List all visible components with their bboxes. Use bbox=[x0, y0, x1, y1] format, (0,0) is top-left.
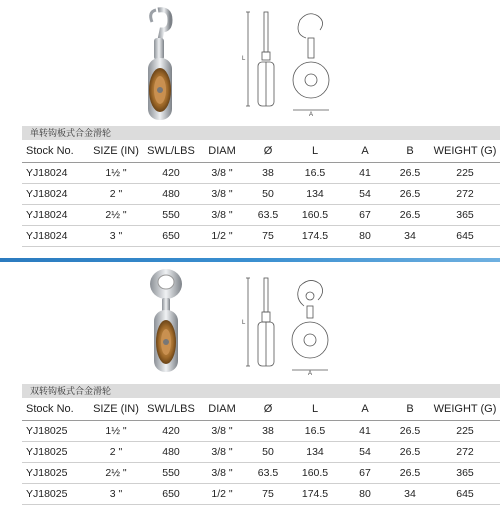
dim-label-l: L bbox=[242, 320, 246, 326]
table-cell: 67 bbox=[340, 463, 390, 484]
table-cell: 650 bbox=[144, 484, 198, 505]
product-section-single-swivel bbox=[0, 0, 500, 250]
table-cell: 225 bbox=[430, 163, 500, 184]
table-row bbox=[22, 484, 500, 505]
table-cell: 41 bbox=[340, 163, 390, 184]
table-cell: 2½ " bbox=[88, 463, 144, 484]
table-cell: 54 bbox=[340, 442, 390, 463]
table-cell: 174.5 bbox=[290, 484, 340, 505]
table-cell: 80 bbox=[340, 226, 390, 247]
table-cell: YJ18024 bbox=[22, 163, 88, 184]
table-cell: 134 bbox=[290, 184, 340, 205]
table-cell: 38 bbox=[246, 421, 290, 442]
table-cell: 34 bbox=[390, 226, 430, 247]
table-cell: 50 bbox=[246, 184, 290, 205]
table-cell: 38 bbox=[246, 163, 290, 184]
table-cell: 174.5 bbox=[290, 226, 340, 247]
dim-label-a: A bbox=[308, 371, 313, 376]
table-cell: 225 bbox=[430, 421, 500, 442]
table-row bbox=[22, 205, 500, 226]
table-caption: 双转钩板式合金滑轮 bbox=[22, 384, 500, 398]
table-cell: 272 bbox=[430, 184, 500, 205]
table-cell: 75 bbox=[246, 484, 290, 505]
column-header: Ø bbox=[246, 398, 290, 421]
table-cell: 63.5 bbox=[246, 463, 290, 484]
table-cell: 1½ " bbox=[88, 163, 144, 184]
table-cell: YJ18024 bbox=[22, 205, 88, 226]
table-cell: 3/8 " bbox=[198, 442, 246, 463]
table-cell: 26.5 bbox=[390, 205, 430, 226]
table-header-row bbox=[22, 398, 500, 421]
table-cell: 365 bbox=[430, 205, 500, 226]
table-row bbox=[22, 163, 500, 184]
table-cell: 550 bbox=[144, 463, 198, 484]
dim-label-l: L bbox=[242, 56, 246, 62]
table-cell: 3 " bbox=[88, 226, 144, 247]
table-cell: 16.5 bbox=[290, 163, 340, 184]
table-cell: 3/8 " bbox=[198, 463, 246, 484]
column-header: L bbox=[290, 398, 340, 421]
column-header: B bbox=[390, 398, 430, 421]
column-header: DIAM bbox=[198, 140, 246, 163]
column-header: DIAM bbox=[198, 398, 246, 421]
table-row bbox=[22, 463, 500, 484]
table-row bbox=[22, 421, 500, 442]
table-cell: 54 bbox=[340, 184, 390, 205]
table-cell: 480 bbox=[144, 184, 198, 205]
table-cell: 26.5 bbox=[390, 163, 430, 184]
table-cell: 650 bbox=[144, 226, 198, 247]
table-cell: 67 bbox=[340, 205, 390, 226]
column-header: SWL/LBS bbox=[144, 398, 198, 421]
spec-table bbox=[22, 140, 500, 247]
table-cell: 34 bbox=[390, 484, 430, 505]
column-header: SWL/LBS bbox=[144, 140, 198, 163]
table-cell: 645 bbox=[430, 484, 500, 505]
table-cell: 3/8 " bbox=[198, 163, 246, 184]
table-cell: 50 bbox=[246, 442, 290, 463]
section-divider bbox=[0, 258, 500, 262]
table-cell: 3/8 " bbox=[198, 205, 246, 226]
table-cell: 1/2 " bbox=[198, 226, 246, 247]
table-cell: 272 bbox=[430, 442, 500, 463]
table-cell: 160.5 bbox=[290, 205, 340, 226]
table-cell: 75 bbox=[246, 226, 290, 247]
table-cell: 420 bbox=[144, 421, 198, 442]
table-cell: 3/8 " bbox=[198, 421, 246, 442]
table-cell: 2 " bbox=[88, 184, 144, 205]
table-cell: 26.5 bbox=[390, 463, 430, 484]
table-cell: YJ18025 bbox=[22, 463, 88, 484]
table-cell: 16.5 bbox=[290, 421, 340, 442]
table-cell: 160.5 bbox=[290, 463, 340, 484]
table-cell: 26.5 bbox=[390, 442, 430, 463]
dim-label-a: A bbox=[309, 112, 314, 118]
column-header: Stock No. bbox=[22, 398, 88, 421]
table-caption: 单转钩板式合金滑轮 bbox=[22, 126, 500, 140]
table-header-row bbox=[22, 140, 500, 163]
table-cell: 550 bbox=[144, 205, 198, 226]
product-section-double-swivel bbox=[0, 266, 500, 506]
column-header: WEIGHT (G) bbox=[430, 140, 500, 163]
table-row bbox=[22, 226, 500, 247]
column-header: SIZE (IN) bbox=[88, 398, 144, 421]
table-cell: 2 " bbox=[88, 442, 144, 463]
table-cell: YJ18025 bbox=[22, 421, 88, 442]
pulley-photo bbox=[130, 6, 190, 124]
table-cell: YJ18024 bbox=[22, 226, 88, 247]
table-cell: 3 " bbox=[88, 484, 144, 505]
column-header: A bbox=[340, 398, 390, 421]
column-header: Ø bbox=[246, 140, 290, 163]
table-cell: YJ18025 bbox=[22, 442, 88, 463]
column-header: SIZE (IN) bbox=[88, 140, 144, 163]
table-cell: 63.5 bbox=[246, 205, 290, 226]
column-header: B bbox=[390, 140, 430, 163]
table-cell: 1/2 " bbox=[198, 484, 246, 505]
table-row bbox=[22, 184, 500, 205]
column-header: L bbox=[290, 140, 340, 163]
table-cell: 26.5 bbox=[390, 421, 430, 442]
column-header: WEIGHT (G) bbox=[430, 398, 500, 421]
column-header: A bbox=[340, 140, 390, 163]
table-cell: 365 bbox=[430, 463, 500, 484]
table-cell: 645 bbox=[430, 226, 500, 247]
table-cell: 480 bbox=[144, 442, 198, 463]
column-header: Stock No. bbox=[22, 140, 88, 163]
table-cell: YJ18025 bbox=[22, 484, 88, 505]
table-cell: YJ18024 bbox=[22, 184, 88, 205]
table-cell: 3/8 " bbox=[198, 184, 246, 205]
table-cell: 1½ " bbox=[88, 421, 144, 442]
table-cell: 2½ " bbox=[88, 205, 144, 226]
table-cell: 26.5 bbox=[390, 184, 430, 205]
table-cell: 420 bbox=[144, 163, 198, 184]
technical-drawing bbox=[238, 8, 348, 118]
technical-drawing bbox=[238, 276, 348, 376]
table-cell: 134 bbox=[290, 442, 340, 463]
pulley-photo bbox=[140, 266, 192, 376]
table-row bbox=[22, 442, 500, 463]
table-cell: 41 bbox=[340, 421, 390, 442]
table-cell: 80 bbox=[340, 484, 390, 505]
spec-table bbox=[22, 398, 500, 505]
